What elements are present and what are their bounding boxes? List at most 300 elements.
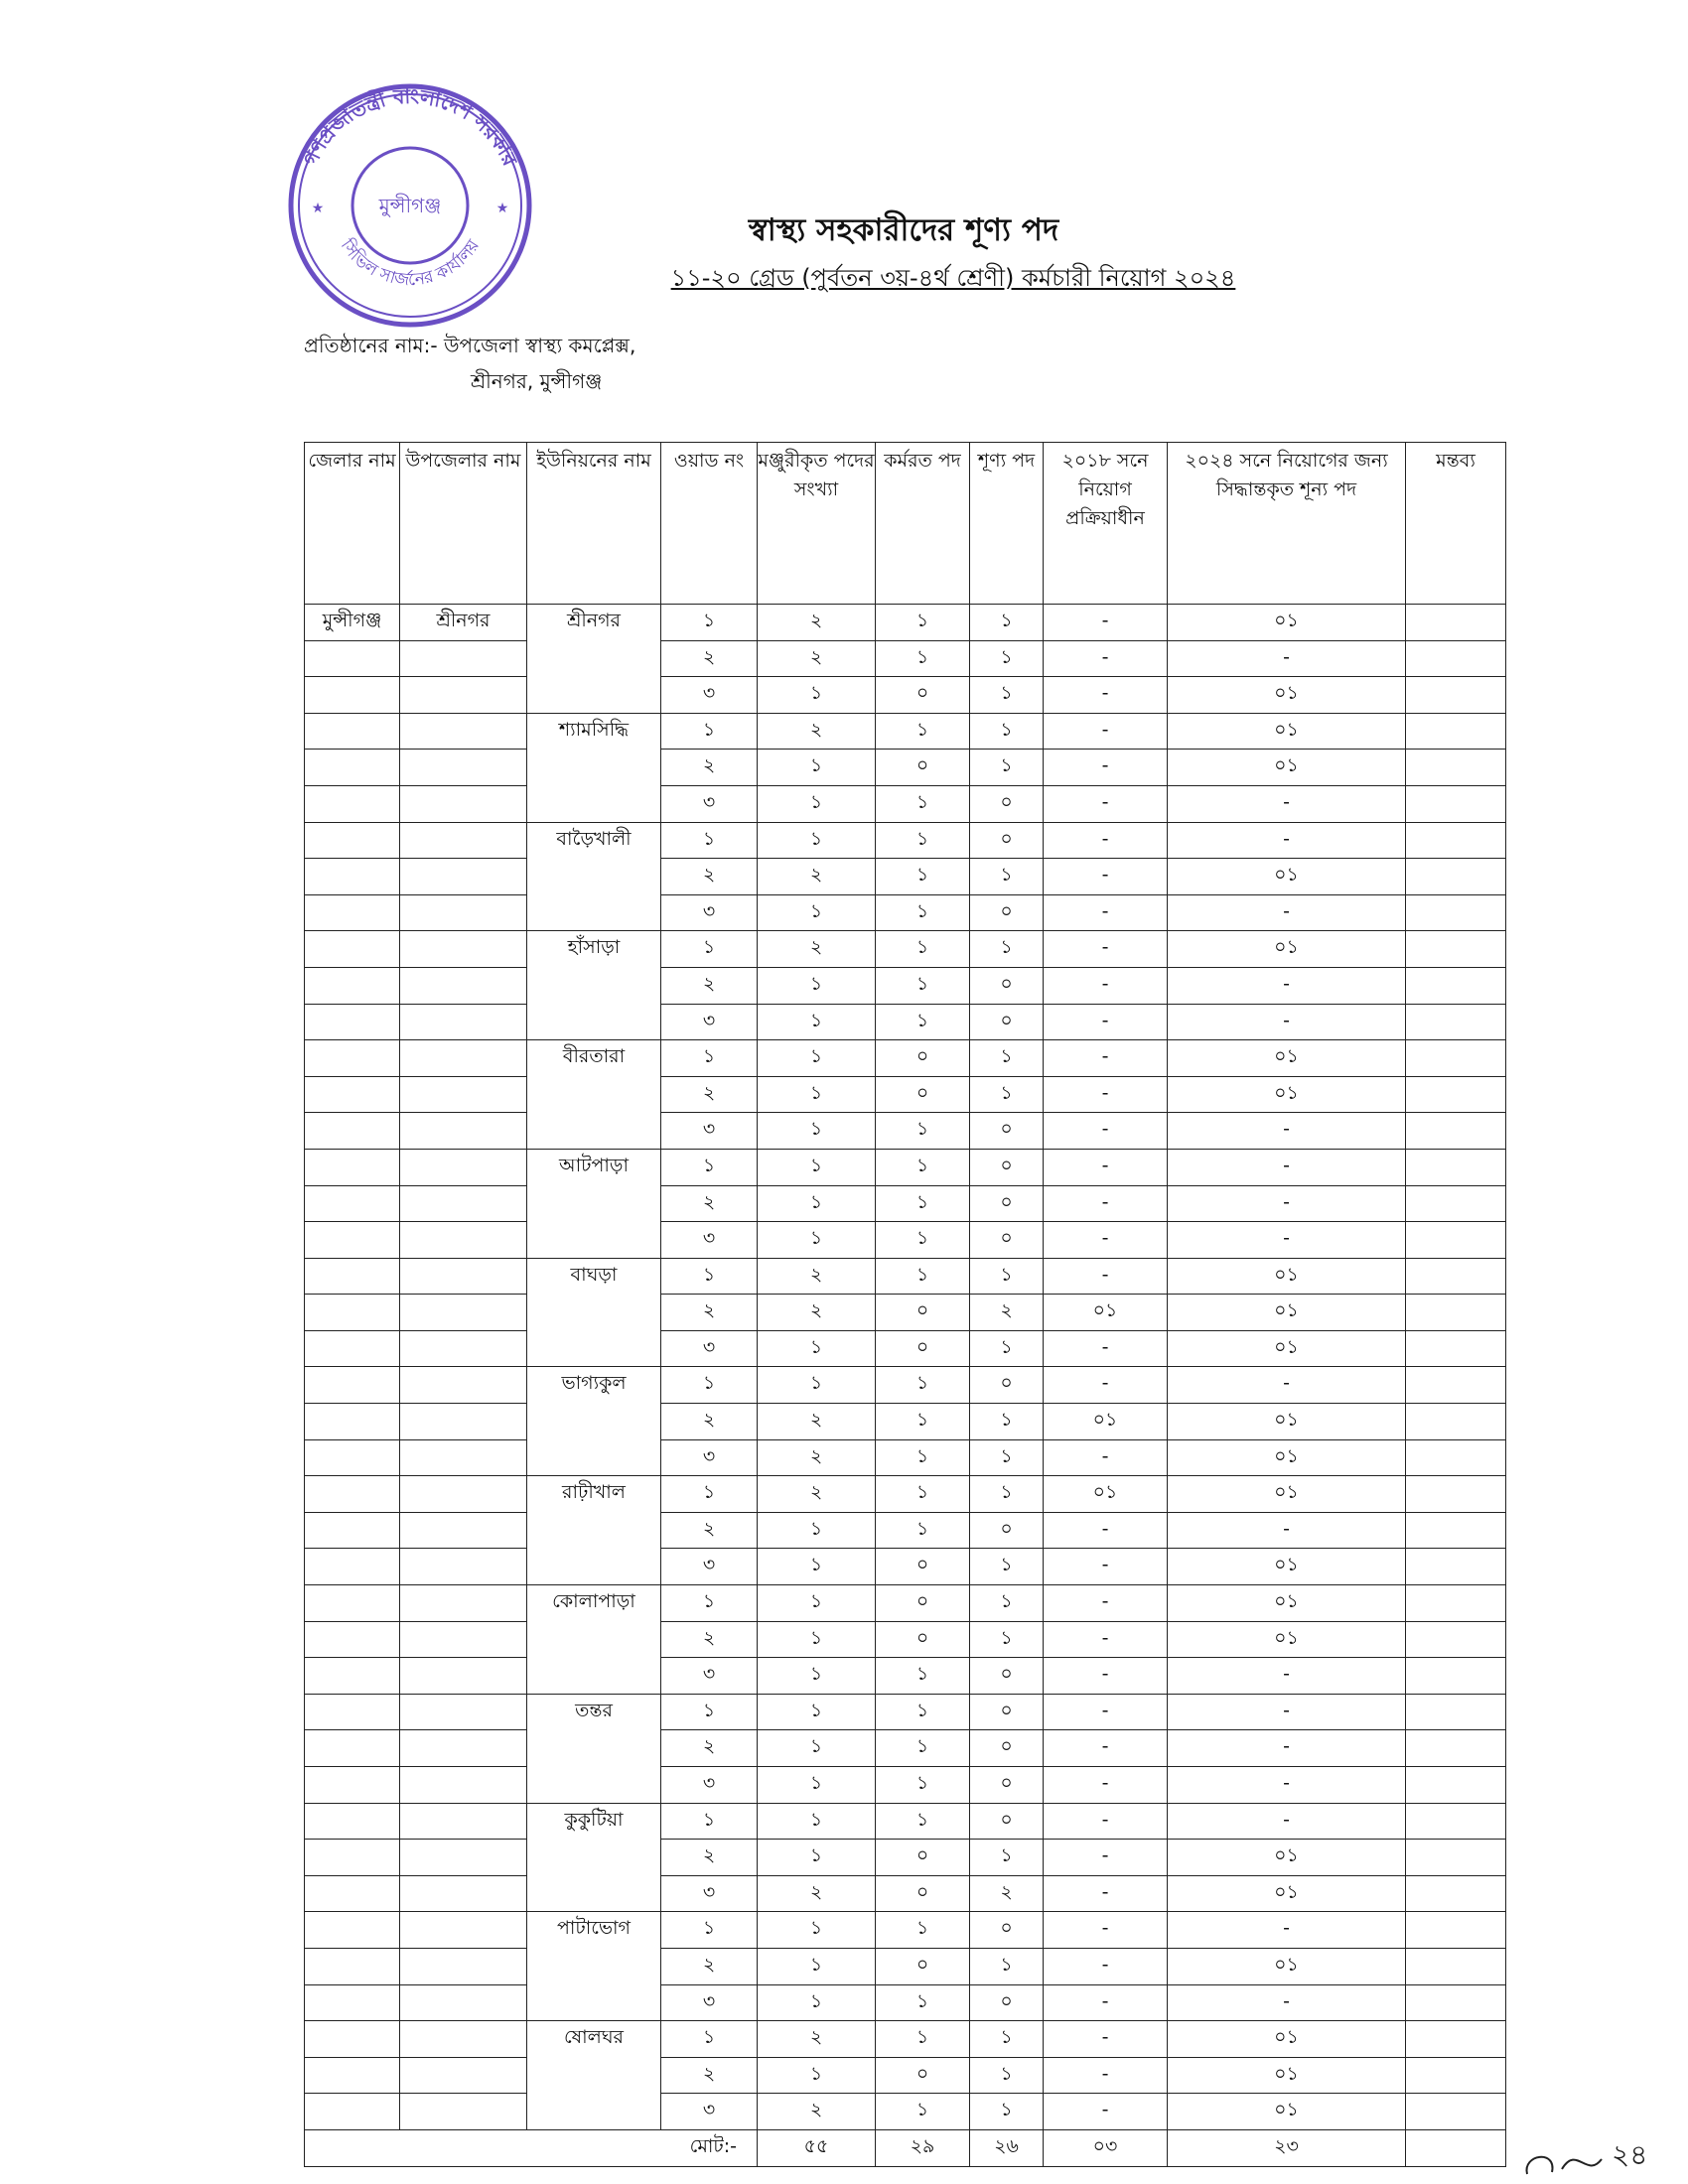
cell-upazila (400, 894, 527, 931)
cell-2018: - (1044, 1730, 1168, 1767)
cell-working: ০ (876, 1840, 970, 1876)
cell-ward: ২ (661, 859, 758, 895)
cell-remarks (1406, 1185, 1506, 1222)
cell-remarks (1406, 931, 1506, 968)
svg-text:★: ★ (495, 201, 509, 216)
cell-vacant: ০ (970, 1113, 1044, 1150)
cell-ward: ৩ (661, 1222, 758, 1259)
total-vacant: ২৬ (970, 2129, 1044, 2166)
cell-working: ১ (876, 1912, 970, 1949)
cell-2024: ০১ (1168, 2094, 1406, 2130)
cell-sanctioned: ১ (758, 1004, 876, 1040)
cell-union (527, 677, 661, 714)
cell-vacant: ২ (970, 1295, 1044, 1331)
cell-2018: - (1044, 1840, 1168, 1876)
cell-upazila (400, 1367, 527, 1404)
cell-district (305, 2057, 400, 2094)
cell-working: ১ (876, 1984, 970, 2021)
cell-working: ১ (876, 1149, 970, 1185)
table-row (305, 1658, 1506, 1695)
cell-2024: ০১ (1168, 1439, 1406, 1476)
cell-vacant: ১ (970, 1258, 1044, 1295)
cell-district (305, 1113, 400, 1150)
cell-remarks (1406, 1113, 1506, 1150)
total-row (305, 2129, 1506, 2166)
cell-district (305, 1258, 400, 1295)
total-2024: ২৩ (1168, 2129, 1406, 2166)
cell-vacant: ১ (970, 1621, 1044, 1658)
cell-2018: - (1044, 1658, 1168, 1695)
cell-sanctioned: ১ (758, 1912, 876, 1949)
cell-ward: ৩ (661, 785, 758, 822)
table-row (305, 1512, 1506, 1549)
cell-vacant: ১ (970, 1404, 1044, 1440)
cell-upazila (400, 1076, 527, 1113)
cell-ward: ১ (661, 1258, 758, 1295)
cell-district (305, 785, 400, 822)
cell-sanctioned: ১ (758, 1330, 876, 1367)
cell-upazila: শ্রীনগর (400, 605, 527, 641)
cell-sanctioned: ১ (758, 2057, 876, 2094)
cell-2018: ০১ (1044, 1295, 1168, 1331)
cell-remarks (1406, 677, 1506, 714)
cell-ward: ৩ (661, 1767, 758, 1804)
svg-text:গণপ্রজাতন্ত্রী বাংলাদেশ সরকার (298, 84, 522, 171)
cell-2018: - (1044, 1585, 1168, 1622)
cell-district (305, 677, 400, 714)
cell-ward: ১ (661, 1803, 758, 1840)
cell-upazila (400, 2021, 527, 2058)
cell-vacant: ১ (970, 2094, 1044, 2130)
cell-remarks (1406, 1767, 1506, 1804)
cell-2018: - (1044, 859, 1168, 895)
header-ward: ওয়াড নং (661, 443, 758, 605)
cell-2018: - (1044, 1222, 1168, 1259)
cell-2018: - (1044, 1367, 1168, 1404)
cell-union (527, 1875, 661, 1912)
cell-vacant: ১ (970, 1549, 1044, 1585)
cell-2024: ০১ (1168, 2021, 1406, 2058)
cell-upazila (400, 1185, 527, 1222)
cell-union (527, 1222, 661, 1259)
table-row (305, 967, 1506, 1004)
cell-vacant: ১ (970, 1040, 1044, 1077)
cell-district (305, 1185, 400, 1222)
cell-2018: - (1044, 2094, 1168, 2130)
cell-vacant: ০ (970, 822, 1044, 859)
cell-union (527, 1621, 661, 1658)
cell-upazila (400, 2057, 527, 2094)
cell-district (305, 1585, 400, 1622)
cell-upazila (400, 750, 527, 786)
table-row (305, 1767, 1506, 1804)
cell-2018: - (1044, 1767, 1168, 1804)
cell-sanctioned: ১ (758, 1222, 876, 1259)
cell-working: ০ (876, 1330, 970, 1367)
cell-ward: ২ (661, 1730, 758, 1767)
cell-upazila (400, 1694, 527, 1730)
cell-2018: - (1044, 1803, 1168, 1840)
cell-district (305, 1767, 400, 1804)
cell-upazila (400, 1439, 527, 1476)
cell-ward: ২ (661, 1621, 758, 1658)
cell-vacant: ০ (970, 1767, 1044, 1804)
cell-2024: ০১ (1168, 1840, 1406, 1876)
institution-name-line2: শ্রীনগর, মুন্সীগঞ্জ (471, 369, 603, 393)
table-row (305, 1404, 1506, 1440)
cell-2018: ০১ (1044, 1476, 1168, 1513)
cell-2024: - (1168, 1912, 1406, 1949)
cell-vacant: ১ (970, 640, 1044, 677)
cell-district (305, 713, 400, 750)
cell-2024: - (1168, 1113, 1406, 1150)
cell-sanctioned: ১ (758, 1621, 876, 1658)
cell-upazila (400, 859, 527, 895)
cell-union (527, 1439, 661, 1476)
cell-vacant: ০ (970, 1984, 1044, 2021)
header-upazila: উপজেলার নাম (400, 443, 527, 605)
cell-sanctioned: ২ (758, 1404, 876, 1440)
cell-2024: - (1168, 1004, 1406, 1040)
cell-union: বীরতারা (527, 1040, 661, 1077)
cell-remarks (1406, 1367, 1506, 1404)
cell-district (305, 1658, 400, 1695)
cell-vacant: ১ (970, 1476, 1044, 1513)
header-union: ইউনিয়নের নাম (527, 443, 661, 605)
cell-2024: - (1168, 822, 1406, 859)
table-row (305, 1840, 1506, 1876)
cell-2018: - (1044, 1912, 1168, 1949)
cell-vacant: ০ (970, 1367, 1044, 1404)
cell-vacant: ১ (970, 931, 1044, 968)
cell-ward: ৩ (661, 1330, 758, 1367)
cell-remarks (1406, 1222, 1506, 1259)
cell-vacant: ১ (970, 1439, 1044, 1476)
cell-ward: ৩ (661, 1875, 758, 1912)
cell-union (527, 1512, 661, 1549)
cell-upazila (400, 1549, 527, 1585)
cell-working: ১ (876, 1258, 970, 1295)
cell-sanctioned: ২ (758, 2094, 876, 2130)
cell-2018: - (1044, 822, 1168, 859)
signature (1517, 2134, 1666, 2184)
cell-2018: - (1044, 1621, 1168, 1658)
vacancy-table (304, 442, 1506, 2167)
cell-vacant: ১ (970, 2057, 1044, 2094)
cell-upazila (400, 967, 527, 1004)
cell-working: ১ (876, 1113, 970, 1150)
cell-upazila (400, 1330, 527, 1367)
cell-remarks (1406, 1258, 1506, 1295)
cell-sanctioned: ২ (758, 713, 876, 750)
cell-ward: ১ (661, 822, 758, 859)
cell-sanctioned: ১ (758, 1658, 876, 1695)
cell-remarks (1406, 1840, 1506, 1876)
cell-2024: ০১ (1168, 750, 1406, 786)
cell-sanctioned: ১ (758, 967, 876, 1004)
cell-vacant: ২ (970, 1875, 1044, 1912)
cell-ward: ৩ (661, 2094, 758, 2130)
cell-2024: ০১ (1168, 1040, 1406, 1077)
cell-ward: ১ (661, 1040, 758, 1077)
cell-2024: ০১ (1168, 1621, 1406, 1658)
cell-2024: - (1168, 1658, 1406, 1695)
cell-working: ১ (876, 2021, 970, 2058)
table-row (305, 894, 1506, 931)
cell-sanctioned: ২ (758, 859, 876, 895)
cell-ward: ২ (661, 1185, 758, 1222)
cell-district (305, 1549, 400, 1585)
cell-district (305, 1984, 400, 2021)
cell-2018: - (1044, 1040, 1168, 1077)
cell-upazila (400, 785, 527, 822)
cell-2024: ০১ (1168, 859, 1406, 895)
cell-union (527, 1984, 661, 2021)
cell-2024: - (1168, 1222, 1406, 1259)
table-row (305, 822, 1506, 859)
cell-ward: ২ (661, 1295, 758, 1331)
cell-2024: - (1168, 640, 1406, 677)
cell-vacant: ১ (970, 1076, 1044, 1113)
cell-2018: - (1044, 1004, 1168, 1040)
cell-sanctioned: ১ (758, 1512, 876, 1549)
cell-vacant: ১ (970, 677, 1044, 714)
cell-2024: ০১ (1168, 1585, 1406, 1622)
cell-remarks (1406, 1439, 1506, 1476)
cell-remarks (1406, 1694, 1506, 1730)
table-row (305, 605, 1506, 641)
cell-ward: ২ (661, 1076, 758, 1113)
cell-working: ১ (876, 785, 970, 822)
table-header-row (305, 443, 1506, 605)
cell-sanctioned: ১ (758, 1803, 876, 1840)
cell-working: ১ (876, 713, 970, 750)
cell-ward: ২ (661, 640, 758, 677)
cell-working: ০ (876, 1040, 970, 1077)
cell-remarks (1406, 1476, 1506, 1513)
table-row (305, 785, 1506, 822)
cell-upazila (400, 1875, 527, 1912)
cell-remarks (1406, 1295, 1506, 1331)
cell-vacant: ০ (970, 1222, 1044, 1259)
cell-sanctioned: ১ (758, 1585, 876, 1622)
cell-union (527, 1948, 661, 1984)
cell-2018: - (1044, 750, 1168, 786)
cell-district (305, 1439, 400, 1476)
cell-working: ১ (876, 859, 970, 895)
cell-2024: ০১ (1168, 1875, 1406, 1912)
cell-union: হাঁসাড়া (527, 931, 661, 968)
cell-sanctioned: ২ (758, 2021, 876, 2058)
cell-district (305, 1875, 400, 1912)
cell-sanctioned: ২ (758, 1295, 876, 1331)
cell-remarks (1406, 2021, 1506, 2058)
header-remarks: মন্তব্য (1406, 443, 1506, 605)
table-row (305, 1439, 1506, 1476)
cell-working: ১ (876, 1222, 970, 1259)
cell-2024: - (1168, 1367, 1406, 1404)
cell-sanctioned: ১ (758, 1113, 876, 1150)
cell-2018: - (1044, 1948, 1168, 1984)
table-row (305, 1549, 1506, 1585)
cell-union: কুকুটিয়া (527, 1803, 661, 1840)
table-row (305, 1803, 1506, 1840)
cell-upazila (400, 1295, 527, 1331)
cell-union: শ্যামসিদ্ধি (527, 713, 661, 750)
cell-union (527, 750, 661, 786)
cell-upazila (400, 640, 527, 677)
cell-upazila (400, 1585, 527, 1622)
cell-upazila (400, 1404, 527, 1440)
cell-ward: ১ (661, 1149, 758, 1185)
cell-union (527, 894, 661, 931)
cell-vacant: ১ (970, 1840, 1044, 1876)
cell-sanctioned: ১ (758, 1694, 876, 1730)
cell-2018: - (1044, 1439, 1168, 1476)
cell-vacant: ১ (970, 859, 1044, 895)
cell-remarks (1406, 894, 1506, 931)
svg-text:★: ★ (311, 201, 325, 216)
cell-working: ১ (876, 1658, 970, 1695)
cell-ward: ১ (661, 605, 758, 641)
cell-upazila (400, 1512, 527, 1549)
cell-2024: - (1168, 1803, 1406, 1840)
header-sanctioned: মঞ্জুরীকৃত পদের সংখ্যা (758, 443, 876, 605)
cell-upazila (400, 713, 527, 750)
cell-2018: - (1044, 1549, 1168, 1585)
cell-2024: - (1168, 1694, 1406, 1730)
cell-remarks (1406, 1330, 1506, 1367)
cell-district (305, 1476, 400, 1513)
cell-ward: ৩ (661, 1984, 758, 2021)
cell-2018: - (1044, 1185, 1168, 1222)
cell-working: ১ (876, 640, 970, 677)
cell-remarks (1406, 2057, 1506, 2094)
cell-district (305, 1040, 400, 1077)
cell-upazila (400, 1222, 527, 1259)
table-row (305, 1621, 1506, 1658)
cell-district (305, 1295, 400, 1331)
total-2018: ০৩ (1044, 2129, 1168, 2166)
cell-sanctioned: ২ (758, 1439, 876, 1476)
cell-ward: ২ (661, 2057, 758, 2094)
table-row (305, 2057, 1506, 2094)
table-row (305, 1149, 1506, 1185)
cell-vacant: ০ (970, 894, 1044, 931)
cell-vacant: ০ (970, 1512, 1044, 1549)
cell-working: ০ (876, 1875, 970, 1912)
cell-sanctioned: ১ (758, 1730, 876, 1767)
cell-sanctioned: ২ (758, 605, 876, 641)
cell-working: ১ (876, 822, 970, 859)
cell-2018: - (1044, 640, 1168, 677)
cell-working: ০ (876, 1585, 970, 1622)
cell-upazila (400, 1258, 527, 1295)
cell-sanctioned: ১ (758, 1767, 876, 1804)
table-row (305, 1948, 1506, 1984)
table-row (305, 1330, 1506, 1367)
cell-union (527, 2057, 661, 2094)
seal-center-text: মুন্সীগঞ্জ (378, 194, 442, 217)
cell-2018: - (1044, 713, 1168, 750)
cell-2018: - (1044, 785, 1168, 822)
cell-2024: - (1168, 1185, 1406, 1222)
cell-2018: ০১ (1044, 1404, 1168, 1440)
cell-sanctioned: ১ (758, 894, 876, 931)
cell-working: ১ (876, 1476, 970, 1513)
cell-district (305, 859, 400, 895)
cell-working: ১ (876, 1367, 970, 1404)
cell-2018: - (1044, 1330, 1168, 1367)
header-district: জেলার নাম (305, 443, 400, 605)
cell-2024: - (1168, 1730, 1406, 1767)
cell-upazila (400, 677, 527, 714)
cell-union (527, 1840, 661, 1876)
cell-ward: ১ (661, 1585, 758, 1622)
cell-2024: - (1168, 1149, 1406, 1185)
cell-2018: - (1044, 1984, 1168, 2021)
cell-2024: ০১ (1168, 605, 1406, 641)
cell-union: পাটাভোগ (527, 1912, 661, 1949)
cell-ward: ৩ (661, 1439, 758, 1476)
cell-union (527, 1004, 661, 1040)
table-row (305, 677, 1506, 714)
cell-sanctioned: ২ (758, 1476, 876, 1513)
cell-working: ১ (876, 967, 970, 1004)
cell-union: বাঘড়া (527, 1258, 661, 1295)
table-row (305, 1004, 1506, 1040)
cell-vacant: ০ (970, 785, 1044, 822)
header-vacant: শূণ্য পদ (970, 443, 1044, 605)
cell-2018: - (1044, 1258, 1168, 1295)
cell-remarks (1406, 1875, 1506, 1912)
table-row (305, 1185, 1506, 1222)
cell-2024: - (1168, 1984, 1406, 2021)
cell-sanctioned: ১ (758, 677, 876, 714)
cell-remarks (1406, 967, 1506, 1004)
cell-working: ০ (876, 677, 970, 714)
cell-sanctioned: ১ (758, 1076, 876, 1113)
cell-vacant: ০ (970, 1694, 1044, 1730)
cell-sanctioned: ২ (758, 1875, 876, 1912)
cell-upazila (400, 1658, 527, 1695)
cell-sanctioned: ১ (758, 1040, 876, 1077)
cell-working: ১ (876, 931, 970, 968)
cell-district (305, 1694, 400, 1730)
cell-union (527, 1549, 661, 1585)
cell-union: তন্তর (527, 1694, 661, 1730)
cell-sanctioned: ১ (758, 785, 876, 822)
cell-district (305, 1004, 400, 1040)
cell-upazila (400, 1912, 527, 1949)
cell-union (527, 2094, 661, 2130)
cell-2024: - (1168, 785, 1406, 822)
cell-ward: ৩ (661, 677, 758, 714)
cell-2018: - (1044, 1875, 1168, 1912)
table-row (305, 2021, 1506, 2058)
cell-working: ০ (876, 2057, 970, 2094)
cell-working: ০ (876, 1549, 970, 1585)
cell-2018: - (1044, 1113, 1168, 1150)
cell-remarks (1406, 1621, 1506, 1658)
table-row (305, 2094, 1506, 2130)
cell-2024: - (1168, 1512, 1406, 1549)
cell-vacant: ০ (970, 1912, 1044, 1949)
cell-ward: ৩ (661, 1004, 758, 1040)
cell-2018: - (1044, 967, 1168, 1004)
cell-ward: ২ (661, 750, 758, 786)
cell-district (305, 1404, 400, 1440)
